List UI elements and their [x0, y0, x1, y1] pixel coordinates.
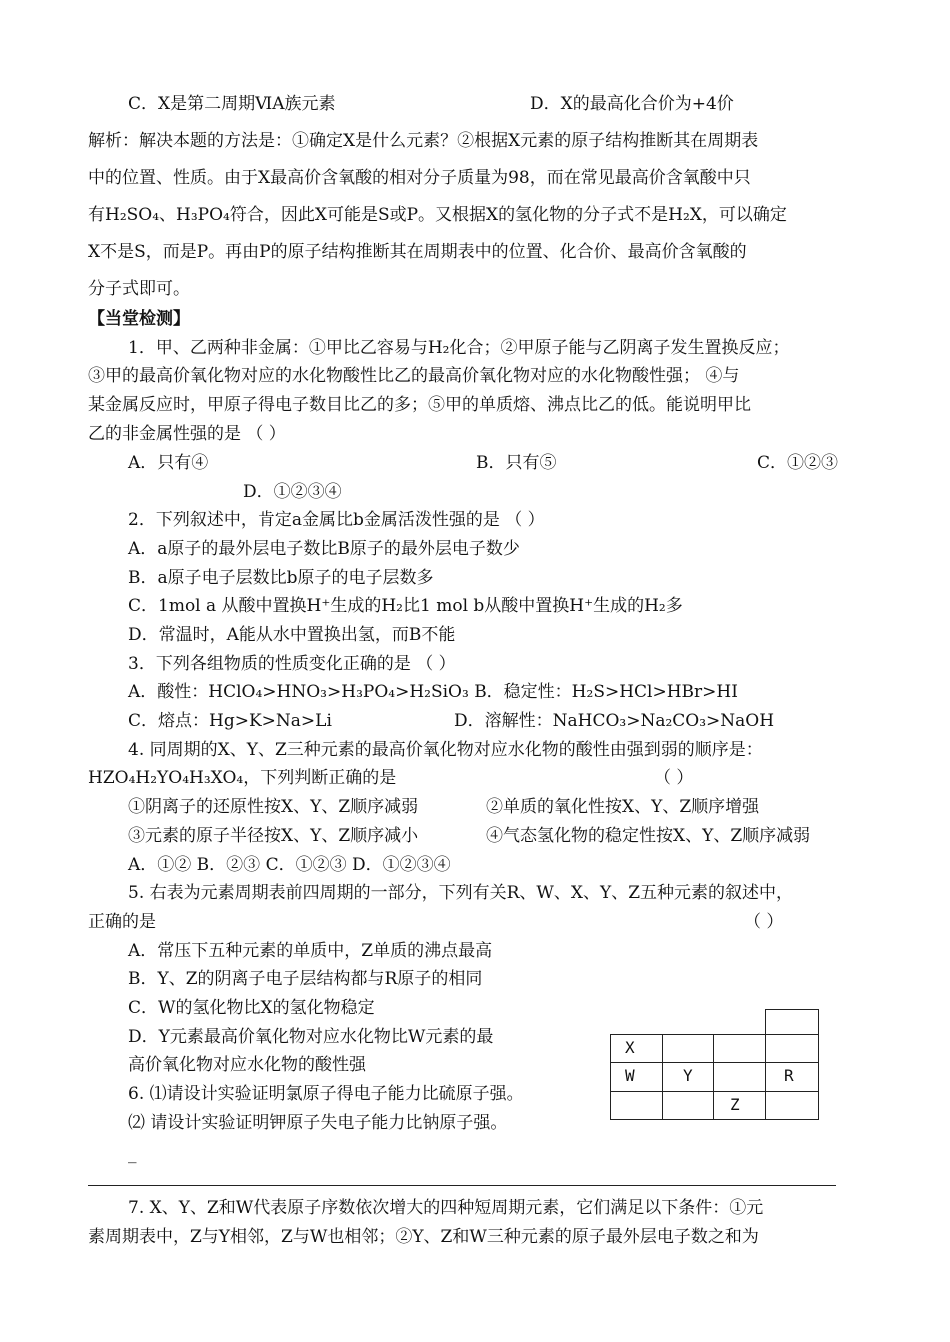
periodic-table-fragment: [610, 1009, 820, 1121]
table-cell-empty: [713, 1062, 766, 1092]
q3-stem: 3．下列各组物质的性质变化正确的是 （ ）: [128, 654, 456, 674]
q2-option-d: D．常温时，A能从水中置换出氢，而B不能: [128, 625, 456, 645]
analysis-line-5: 分子式即可。: [88, 279, 190, 299]
q7-line-1: 7. X、Y、Z和W代表原子序数依次增大的四种短周期元素，它们满足以下条件：①元: [128, 1198, 764, 1218]
table-cell-empty: [765, 1009, 819, 1035]
prev-option-d: D．X的最高化合价为+4价: [530, 94, 734, 114]
table-cell-empty: [662, 1091, 714, 1120]
q3-option-c: C．熔点：Hg>K>Na>Li: [128, 711, 332, 731]
q3-option-ab: A．酸性：HClO₄>HNO₃>H₃PO₄>H₂SiO₃ B．稳定性：H₂S>HCl>HBr>HI: [128, 682, 738, 702]
q5-stem: 5. 右表为元素周期表前四周期的一部分，下列有关R、W、X、Y、Z五种元素的叙述中，: [128, 883, 794, 903]
q1-option-a: A．只有④: [128, 453, 209, 473]
q1-line-4: 乙的非金属性强的是 （ ）: [88, 424, 286, 444]
q5-option-a: A．常压下五种元素的单质中，Z单质的沸点最高: [128, 941, 493, 961]
q4-stem-2: HZO₄H₂YO₄H₃XO₄，下列判断正确的是: [88, 768, 397, 788]
prev-option-c: C．X是第二周期ⅥA族元素: [128, 94, 336, 114]
section-title: 【当堂检测】: [88, 309, 190, 329]
q4-statement-4: ④气态氢化物的稳定性按X、Y、Z顺序减弱: [486, 826, 811, 846]
q5-option-c: C．W的氢化物比X的氢化物稳定: [128, 998, 375, 1018]
q5-option-b: B．Y、Z的阴离子电子层结构都与R原子的相同: [128, 969, 483, 989]
table-cell-r: R: [765, 1062, 819, 1092]
analysis-line-4: X不是S，而是P。再由P的原子结构推断其在周期表中的位置、化合价、最高价含氧酸的: [88, 242, 747, 262]
q4-paren: （ ）: [654, 768, 694, 788]
q1-option-b: B．只有⑤: [476, 453, 557, 473]
q6-part-2: ⑵ 请设计实验证明钾原子失电子能力比钠原子强。: [128, 1113, 508, 1133]
q6-part-1: 6. ⑴请设计实验证明氯原子得电子能力比硫原子强。: [128, 1084, 524, 1104]
q1-line-1: 1．甲、乙两种非金属：①甲比乙容易与H₂化合；②甲原子能与乙阴离子发生置换反应；: [128, 338, 790, 358]
table-cell-empty: [765, 1091, 819, 1120]
q2-option-a: A．a原子的最外层电子数比B原子的最外层电子数少: [128, 539, 520, 559]
table-cell-x: X: [610, 1034, 663, 1063]
q1-line-2: ③甲的最高价氧化物对应的水化物酸性比乙的最高价氧化物对应的水化物酸性强； ④与: [88, 366, 740, 386]
q1-option-d: D．①②③④: [243, 482, 342, 502]
q5-paren: （ ）: [744, 912, 784, 932]
q5-stem-2: 正确的是: [88, 912, 156, 932]
table-cell-y: Y: [662, 1062, 714, 1092]
divider-line: [88, 1185, 836, 1186]
table-cell-empty: [662, 1034, 714, 1063]
analysis-line-2: 中的位置、性质。由于X最高价含氧酸的相对分子质量为98，而在常见最高价含氧酸中只: [88, 168, 751, 188]
analysis-line-1: 解析：解决本题的方法是：①确定X是什么元素？②根据X元素的原子结构推断其在周期表: [88, 131, 759, 151]
q4-statement-1: ①阴离子的还原性按X、Y、Z顺序减弱: [128, 797, 419, 817]
table-cell-empty: [713, 1034, 766, 1063]
table-cell-w: W: [610, 1062, 663, 1092]
table-cell-empty: [765, 1034, 819, 1063]
q5-option-d-2: 高价氧化物对应水化物的酸性强: [128, 1055, 366, 1075]
q4-options: A．①② B．②③ C．①②③ D．①②③④: [128, 855, 451, 875]
q1-line-3: 某金属反应时，甲原子得电子数目比乙的多；⑤甲的单质熔、沸点比乙的低。能说明甲比: [88, 395, 751, 415]
q5-option-d-1: D．Y元素最高价氧化物对应水化物比W元素的最: [128, 1027, 494, 1047]
q1-option-c: C．①②③: [757, 453, 839, 473]
q4-statement-3: ③元素的原子半径按X、Y、Z顺序减小: [128, 826, 419, 846]
q2-option-b: B．a原子电子层数比b原子的电子层数多: [128, 568, 434, 588]
q2-stem: 2．下列叙述中，肯定a金属比b金属活泼性强的是 （ ）: [128, 510, 545, 530]
q2-option-c: C．1mol a 从酸中置换H⁺生成的H₂比1 mol b从酸中置换H⁺生成的H₂多: [128, 596, 683, 616]
table-cell-z: Z: [713, 1091, 766, 1120]
q4-stem: 4. 同周期的X、Y、Z三种元素的最高价氧化物对应水化物的酸性由强到弱的顺序是：: [128, 740, 763, 760]
analysis-line-3: 有H₂SO₄、H₃PO₄符合，因此X可能是S或P。又根据X的氢化物的分子式不是H₂X，可以确定: [88, 205, 787, 225]
q4-statement-2: ②单质的氧化性按X、Y、Z顺序增强: [486, 797, 760, 817]
q7-line-2: 素周期表中，Z与Y相邻，Z与W也相邻；②Y、Z和W三种元素的原子最外层电子数之和为: [88, 1227, 759, 1247]
table-cell-empty: [610, 1091, 663, 1120]
q3-option-d: D．溶解性：NaHCO₃>Na₂CO₃>NaOH: [454, 711, 775, 731]
q6-answer-blank: _: [128, 1144, 137, 1164]
